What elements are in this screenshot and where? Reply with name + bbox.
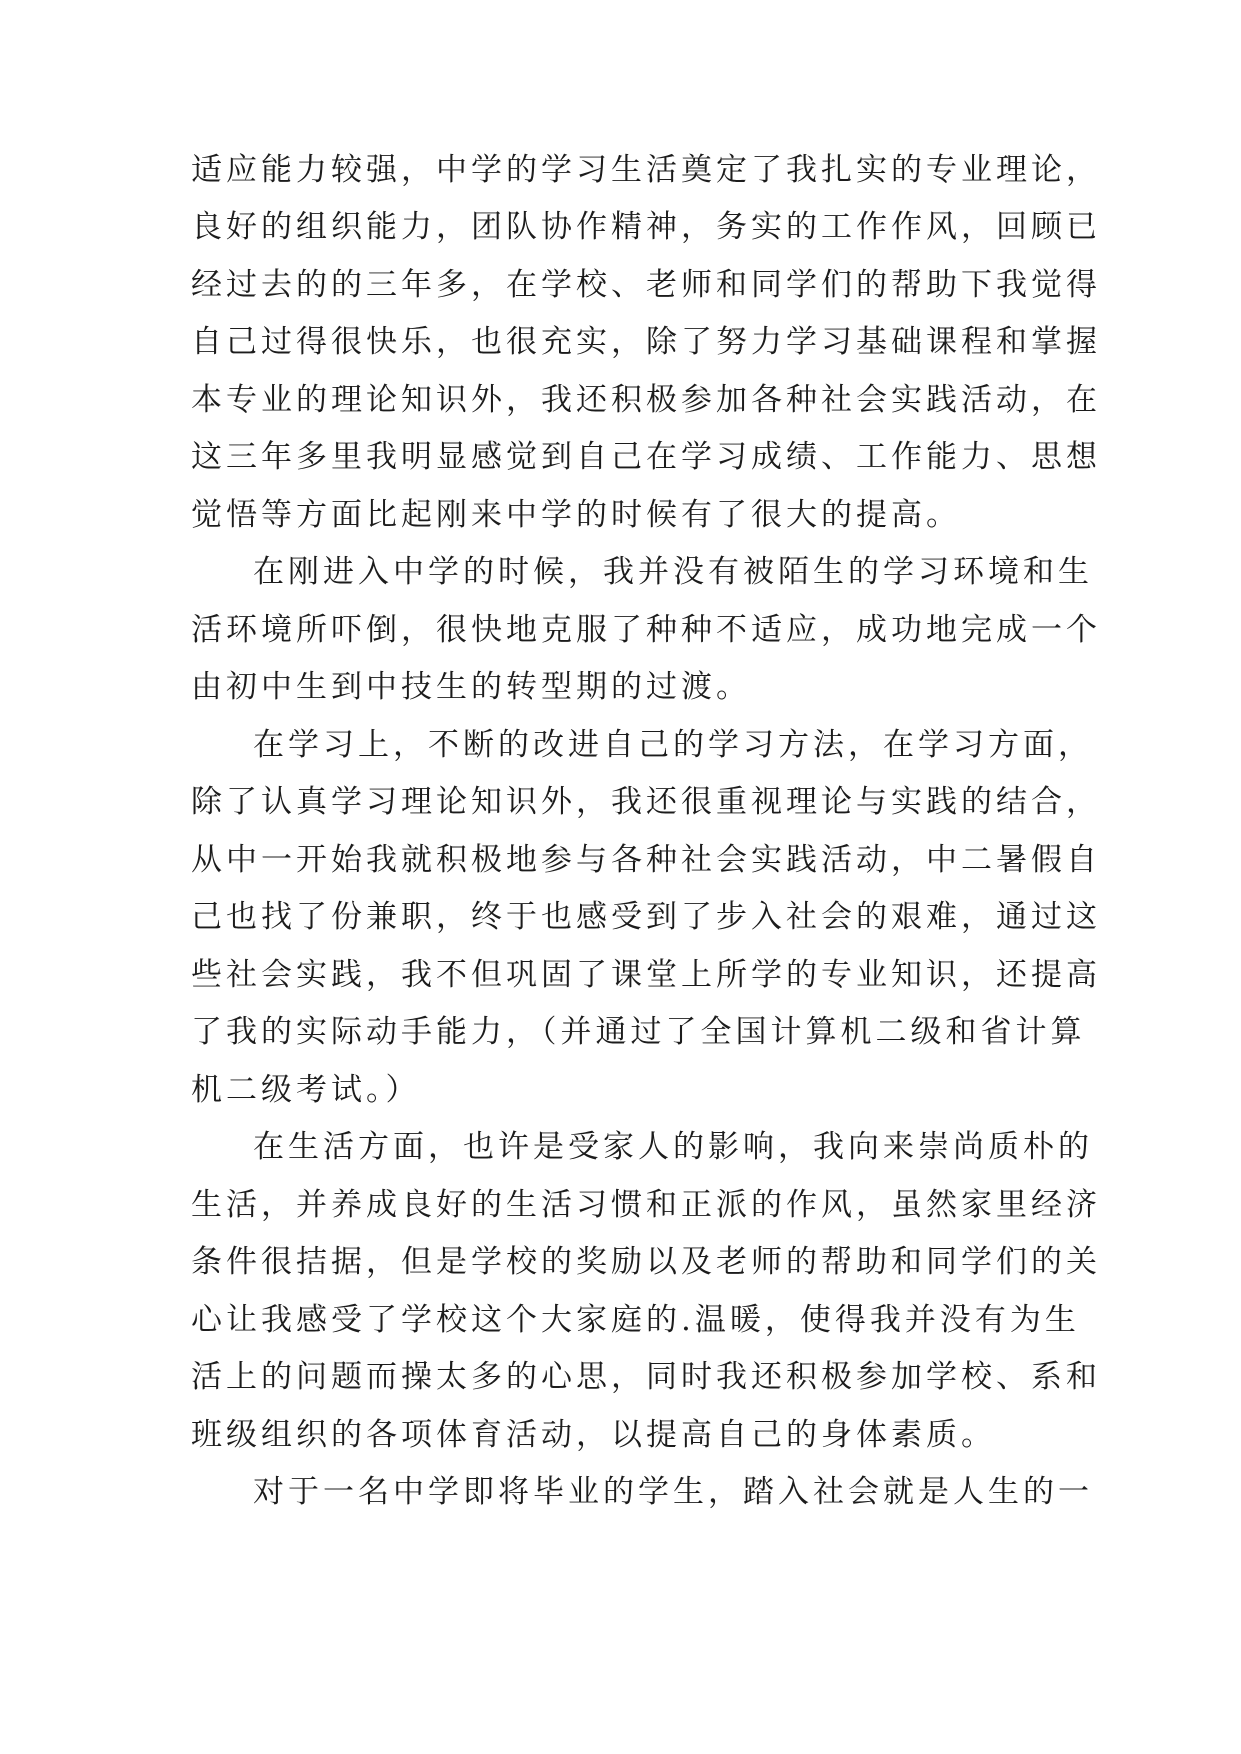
text-line: 了我的实际动手能力，（并通过了全国计算机二级和省计算 — [191, 1014, 1086, 1050]
text-line: 自己过得很快乐，也很充实，除了努力学习基础课程和掌握 — [191, 324, 1101, 360]
text-line: 活环境所吓倒，很快地克服了种种不适应，成功地完成一个 — [191, 612, 1101, 648]
text-line: 这三年多里我明显感觉到自己在学习成绩、工作能力、思想 — [191, 439, 1101, 475]
text-line: 些社会实践，我不但巩固了课堂上所学的专业知识，还提高 — [191, 957, 1101, 993]
text-line: 由初中生到中技生的转型期的过渡。 — [191, 669, 751, 705]
text-line: 在学习上，不断的改进自己的学习方法，在学习方面， — [253, 727, 1093, 763]
text-line: 从中一开始我就积极地参与各种社会实践活动，中二暑假自 — [191, 842, 1101, 878]
text-line: 除了认真学习理论知识外，我还很重视理论与实践的结合， — [191, 784, 1101, 820]
text-line: 良好的组织能力，团队协作精神，务实的工作作风，回顾已 — [191, 209, 1101, 245]
text-line: 适应能力较强，中学的学习生活奠定了我扎实的专业理论， — [191, 152, 1101, 188]
text-line: 在生活方面，也许是受家人的影响，我向来崇尚质朴的 — [253, 1129, 1093, 1165]
text-line: 班级组织的各项体育活动，以提高自己的身体素质。 — [191, 1417, 996, 1453]
text-line: 本专业的理论知识外，我还积极参加各种社会实践活动，在 — [191, 382, 1101, 418]
text-line: 活上的问题而操太多的心思，同时我还积极参加学校、系和 — [191, 1359, 1101, 1395]
text-line: 觉悟等方面比起刚来中学的时候有了很大的提高。 — [191, 497, 961, 533]
text-line: 生活，并养成良好的生活习惯和正派的作风，虽然家里经济 — [191, 1187, 1101, 1223]
text-line: 机二级考试。） — [191, 1072, 421, 1108]
text-line: 心让我感受了学校这个大家庭的.温暖，使得我并没有为生 — [191, 1302, 1080, 1338]
text-line: 己也找了份兼职，终于也感受到了步入社会的艰难，通过这 — [191, 899, 1101, 935]
text-line: 经过去的的三年多，在学校、老师和同学们的帮助下我觉得 — [191, 267, 1101, 303]
text-line: 在刚进入中学的时候，我并没有被陌生的学习环境和生 — [253, 554, 1093, 590]
text-line: 对于一名中学即将毕业的学生，踏入社会就是人生的一 — [253, 1474, 1093, 1510]
text-line: 条件很拮据，但是学校的奖励以及老师的帮助和同学们的关 — [191, 1244, 1101, 1280]
